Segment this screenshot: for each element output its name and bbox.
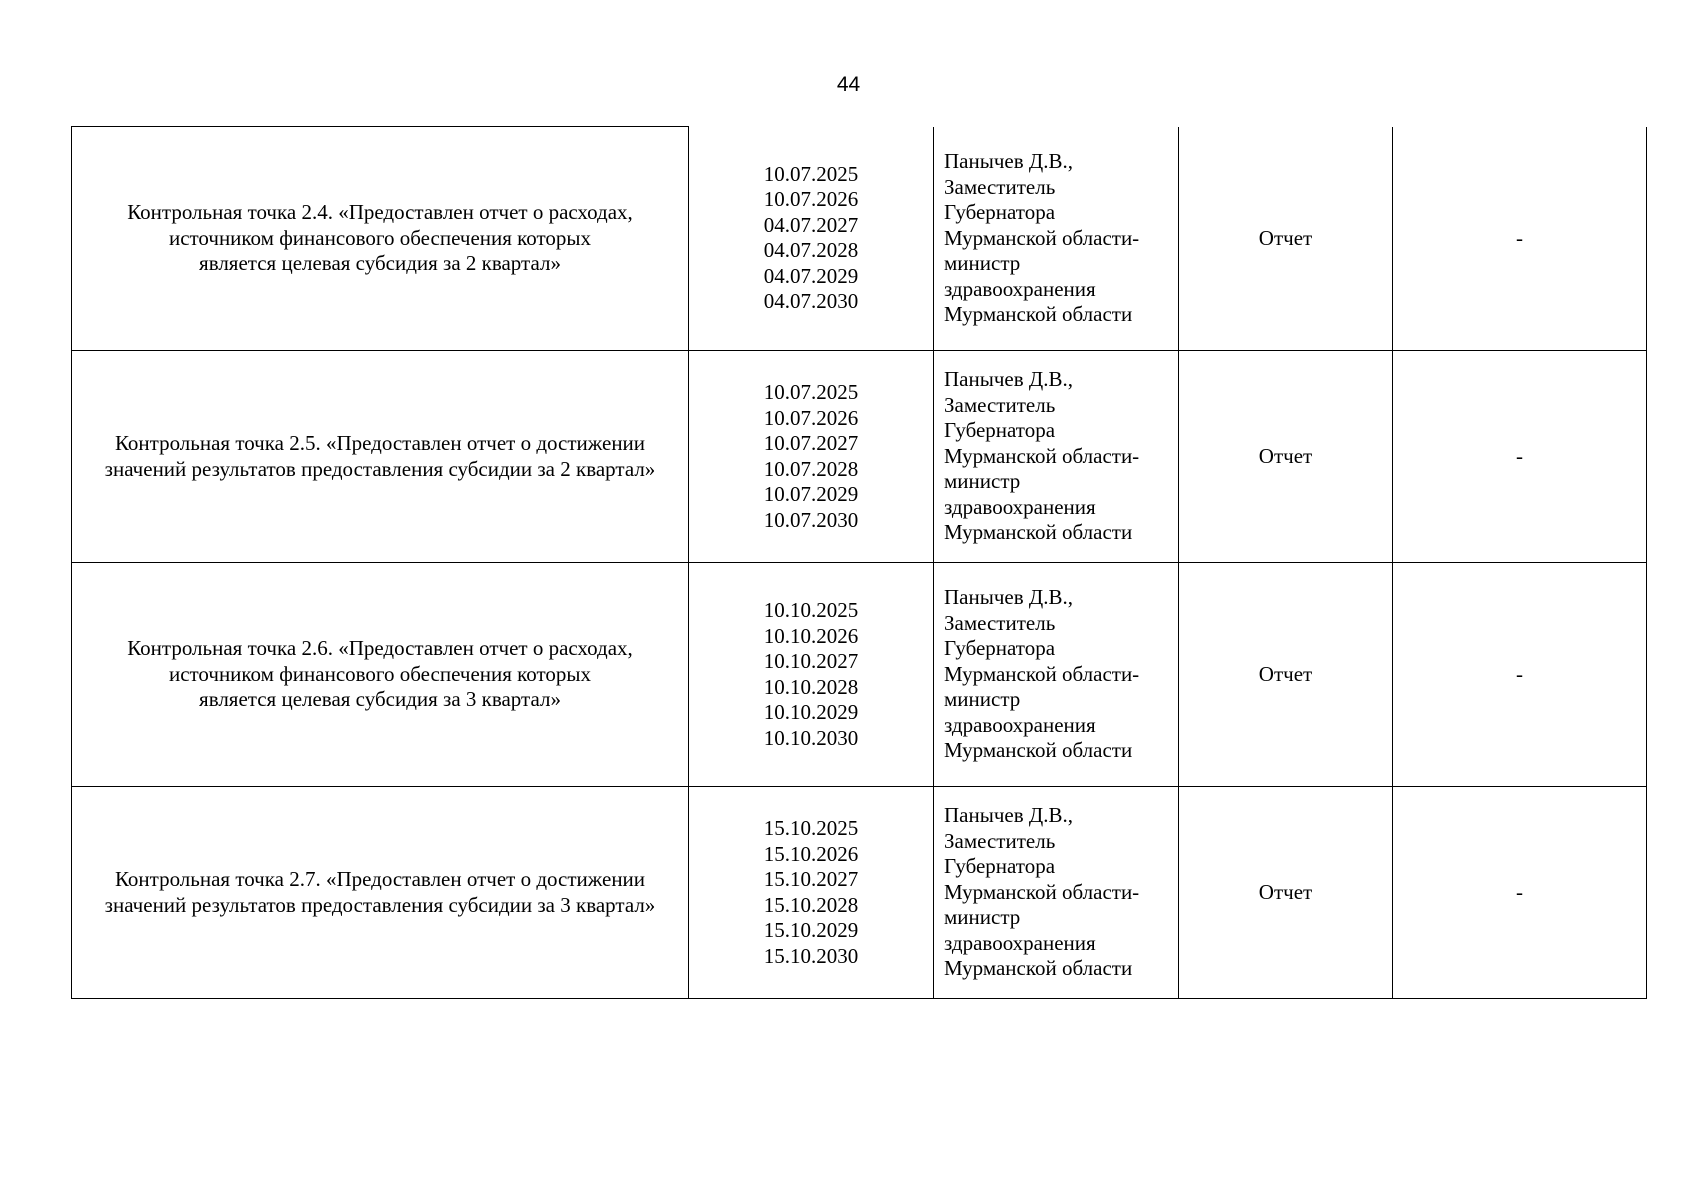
responsible-text: Губернатора xyxy=(944,200,1056,224)
responsible-cell xyxy=(934,351,1179,563)
table-row xyxy=(72,787,1647,999)
date: 10.10.2027 xyxy=(763,649,859,673)
date: 15.10.2026 xyxy=(763,841,859,866)
control-point-text: Контрольная точка 2.7. «Предоставлен отчет о достижении xyxy=(114,867,646,891)
responsible-text: Панычев Д.В., xyxy=(944,585,1073,610)
date: 10.07.2028 xyxy=(763,456,859,481)
control-point-text: источником финансового обеспечения которых xyxy=(168,661,592,686)
dates-cell xyxy=(689,351,934,563)
responsible-text: Мурманской области- xyxy=(944,661,1140,686)
responsible-text: здравоохранения xyxy=(944,276,1096,301)
responsible-text: здравоохранения xyxy=(944,930,1096,955)
responsible-text: Мурманской области xyxy=(944,738,1133,763)
dates-cell xyxy=(689,563,934,787)
responsible-text: Губернатора xyxy=(944,854,1056,879)
table-row xyxy=(72,127,1647,351)
responsible-text: здравоохранения xyxy=(944,712,1096,737)
note-cell: - xyxy=(1393,351,1647,563)
responsible-text: министр xyxy=(944,469,1021,494)
responsible-text: здравоохранения xyxy=(944,494,1096,519)
responsible-text: Мурманской области xyxy=(944,520,1133,545)
control-point-text: является целевая субсидия за 2 квартал» xyxy=(199,251,561,276)
control-points-table xyxy=(71,126,1647,999)
responsible-cell xyxy=(934,787,1179,999)
date: 10.07.2029 xyxy=(763,482,859,506)
responsible-text: министр xyxy=(944,251,1021,275)
date: 10.07.2025 xyxy=(763,161,859,186)
date: 10.10.2029 xyxy=(763,700,859,724)
table-row xyxy=(72,351,1647,563)
note-cell: - xyxy=(1393,787,1647,999)
date: 04.07.2030 xyxy=(763,289,859,314)
responsible-text: Панычев Д.В., xyxy=(944,367,1073,392)
document-type-cell: Отчет xyxy=(1179,127,1393,351)
control-point-text: Контрольная точка 2.6. «Предоставлен отчет о расходах, xyxy=(127,636,633,661)
responsible-text: Мурманской области- xyxy=(944,225,1140,250)
responsible-text: Заместитель xyxy=(944,392,1056,417)
control-point-cell xyxy=(72,787,689,999)
control-point-cell xyxy=(72,351,689,563)
responsible-text: Губернатора xyxy=(944,636,1056,661)
date: 10.10.2030 xyxy=(763,725,859,750)
note-cell: - xyxy=(1393,127,1647,351)
control-point-text: значений результатов предоставления субсидии за 2 квартал» xyxy=(104,456,656,481)
control-point-cell xyxy=(72,127,689,351)
responsible-text: Заместитель xyxy=(944,174,1056,199)
date: 15.10.2025 xyxy=(763,816,859,840)
date: 04.07.2027 xyxy=(763,212,859,237)
control-point-text: является целевая субсидия за 3 квартал» xyxy=(199,687,561,712)
responsible-text: Заместитель xyxy=(944,610,1056,635)
dates-cell xyxy=(689,127,934,351)
responsible-text: Губернатора xyxy=(944,418,1056,443)
table-row xyxy=(72,563,1647,787)
date: 10.07.2025 xyxy=(763,380,859,404)
date: 04.07.2029 xyxy=(763,263,859,288)
page-number: 44 xyxy=(836,73,861,96)
date: 10.07.2026 xyxy=(763,187,859,212)
date: 15.10.2029 xyxy=(763,918,859,942)
responsible-text: Заместитель xyxy=(944,828,1056,853)
date: 10.07.2027 xyxy=(763,431,859,455)
responsible-text: Мурманской области- xyxy=(944,879,1140,904)
date: 10.10.2025 xyxy=(763,598,859,622)
control-point-text: Контрольная точка 2.5. «Предоставлен отчет о достижении xyxy=(114,431,646,455)
control-point-cell xyxy=(72,563,689,787)
responsible-cell xyxy=(934,127,1179,351)
note-cell: - xyxy=(1393,563,1647,787)
dates-cell xyxy=(689,787,934,999)
responsible-text: Мурманской области- xyxy=(944,443,1140,468)
responsible-text: Панычев Д.В., xyxy=(944,149,1073,173)
control-point-text: источником финансового обеспечения которых xyxy=(168,225,592,250)
date: 15.10.2030 xyxy=(763,943,859,968)
date: 15.10.2028 xyxy=(763,892,859,917)
control-point-text: значений результатов предоставления субсидии за 3 квартал» xyxy=(104,892,656,917)
control-point-text: Контрольная точка 2.4. «Предоставлен отчет о расходах, xyxy=(127,200,633,225)
document-type-cell: Отчет xyxy=(1179,787,1393,999)
date: 10.10.2028 xyxy=(763,674,859,699)
responsible-text: министр xyxy=(944,905,1021,930)
date: 04.07.2028 xyxy=(763,238,859,263)
document-type-cell: Отчет xyxy=(1179,563,1393,787)
responsible-text: Панычев Д.В., xyxy=(944,803,1073,828)
date: 10.07.2026 xyxy=(763,405,859,430)
responsible-text: министр xyxy=(944,687,1021,712)
date: 15.10.2027 xyxy=(763,867,859,891)
date: 10.10.2026 xyxy=(763,623,859,648)
responsible-cell xyxy=(934,563,1179,787)
responsible-text: Мурманской области xyxy=(944,302,1133,326)
date: 10.07.2030 xyxy=(763,507,859,532)
document-type-cell: Отчет xyxy=(1179,351,1393,563)
responsible-text: Мурманской области xyxy=(944,956,1133,981)
